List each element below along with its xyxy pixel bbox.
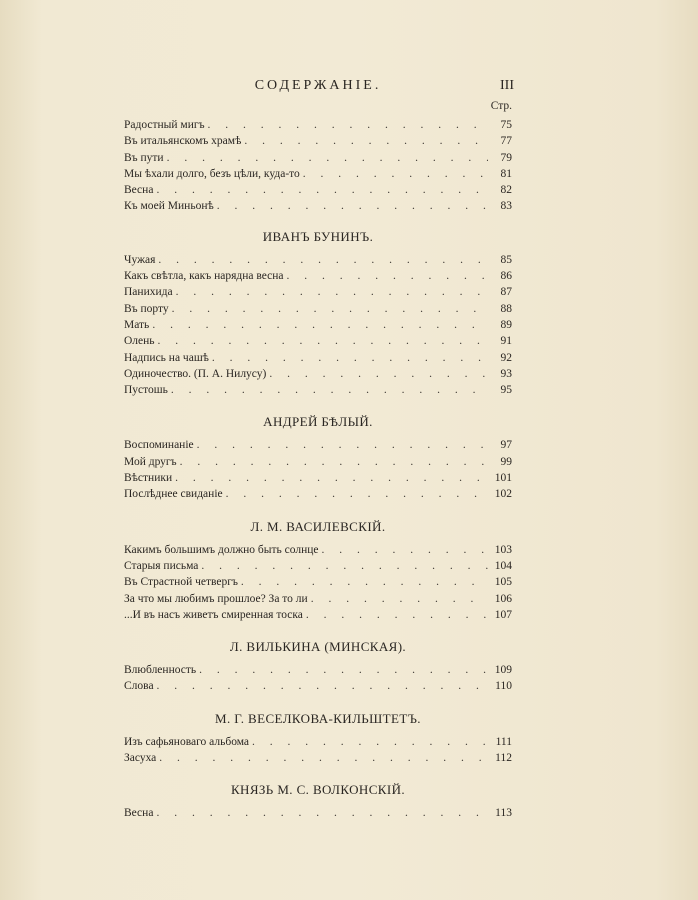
leader-dots — [201, 558, 488, 574]
entry-title: Старыя письма — [124, 559, 199, 572]
author-heading: Л. ВИЛЬКИНА (МИНСКАЯ). — [229, 639, 407, 655]
entry-page: 85 — [500, 253, 512, 266]
author-heading: АНДРЕЙ БѢЛЫЙ. — [263, 414, 373, 430]
table-of-contents — [124, 117, 512, 822]
entry-page: 79 — [500, 151, 512, 164]
toc-entry[interactable] — [124, 350, 512, 366]
entry-title: Какимъ большимъ должно быть солнце — [124, 543, 319, 556]
toc-entry[interactable] — [124, 437, 512, 453]
entry-title: Олень — [124, 335, 155, 348]
leader-dots — [244, 133, 488, 149]
entry-title: Мы ѣхали долго, безъ цѣли, куда-то — [124, 167, 300, 180]
leader-dots — [303, 166, 488, 182]
entry-page: 83 — [500, 200, 512, 213]
leader-dots — [212, 350, 488, 366]
leader-dots — [286, 268, 488, 284]
toc-section — [124, 780, 512, 821]
entry-page: 112 — [495, 752, 512, 765]
entry-page: 82 — [500, 184, 512, 197]
entry-page: 106 — [494, 592, 512, 605]
toc-entry[interactable] — [124, 117, 512, 133]
leader-dots — [156, 805, 488, 821]
entry-title: Весна — [124, 184, 154, 197]
toc-entry[interactable] — [124, 805, 512, 821]
entry-page: 103 — [494, 543, 512, 556]
entry-title: Чужая — [124, 253, 156, 266]
toc-entry[interactable] — [124, 166, 512, 182]
leader-dots — [252, 734, 488, 750]
leader-dots — [176, 284, 488, 300]
entry-title: Какъ свѣтла, какъ нарядна весна — [124, 270, 284, 283]
leader-dots — [311, 591, 488, 607]
entry-page: 110 — [495, 680, 512, 693]
toc-entry[interactable] — [124, 268, 512, 284]
page-column-label: Стр. — [490, 100, 512, 112]
toc-entry[interactable] — [124, 284, 512, 300]
entry-title: Къ моей Миньонѣ — [124, 200, 214, 213]
entry-page: 99 — [500, 455, 512, 468]
toc-entry[interactable] — [124, 150, 512, 166]
entry-title: Изъ сафьяноваго альбома — [124, 735, 250, 748]
entry-title: Панихида — [124, 286, 173, 299]
entry-page: 107 — [494, 608, 512, 621]
entry-page: 86 — [500, 270, 512, 283]
author-heading: ИВАНЪ БУНИНЪ. — [262, 228, 374, 244]
entry-page: 105 — [494, 576, 512, 589]
entry-title: Одиночество. (П. А. Нилусу) — [124, 367, 267, 380]
leader-dots — [159, 750, 488, 766]
leader-dots — [158, 333, 488, 349]
entry-title: Пустошь — [124, 384, 168, 397]
toc-entry[interactable] — [124, 591, 512, 607]
toc-entry[interactable] — [124, 198, 512, 214]
leader-dots — [241, 574, 488, 590]
toc-entry[interactable] — [124, 133, 512, 149]
leader-dots — [226, 486, 488, 502]
entry-title: Засуха — [124, 752, 157, 765]
entry-title: Вѣстники — [124, 472, 173, 485]
entry-title: За что мы любимъ прошлое? За то ли — [124, 592, 308, 605]
leader-dots — [152, 317, 488, 333]
leader-dots — [322, 542, 489, 558]
toc-entry[interactable] — [124, 454, 512, 470]
entry-page: 113 — [495, 807, 512, 820]
toc-section — [124, 709, 512, 767]
entry-title: Въ итальянскомъ храмѣ — [124, 135, 242, 148]
entry-title: Весна — [124, 807, 154, 820]
entry-page: 89 — [500, 318, 512, 331]
toc-section — [124, 637, 512, 695]
leader-dots — [157, 678, 488, 694]
author-heading: Л. М. ВАСИЛЕВСКІЙ. — [250, 518, 386, 534]
toc-entry[interactable] — [124, 486, 512, 502]
entry-page: 92 — [500, 351, 512, 364]
toc-entry[interactable] — [124, 470, 512, 486]
entry-title: ...И въ насъ живетъ смиренная тоска — [124, 608, 303, 621]
leader-dots — [199, 662, 488, 678]
toc-entry[interactable] — [124, 558, 512, 574]
toc-section — [124, 117, 512, 215]
entry-page: 91 — [500, 335, 512, 348]
entry-page: 101 — [494, 472, 512, 485]
entry-title: Въ порту — [124, 302, 169, 315]
entry-title: Въ пути — [124, 151, 164, 164]
leader-dots — [208, 117, 488, 133]
toc-entry[interactable] — [124, 366, 512, 382]
toc-entry[interactable] — [124, 333, 512, 349]
toc-entry[interactable] — [124, 317, 512, 333]
toc-entry[interactable] — [124, 607, 512, 623]
leader-dots — [180, 454, 488, 470]
leader-dots — [306, 607, 488, 623]
entry-page: 81 — [500, 167, 512, 180]
leader-dots — [269, 366, 488, 382]
toc-entry[interactable] — [124, 662, 512, 678]
entry-page: 111 — [495, 735, 512, 748]
author-heading: М. Г. ВЕСЕЛКОВА-КИЛЬШТЕТЪ. — [215, 710, 421, 726]
entry-page: 87 — [500, 286, 512, 299]
toc-entry[interactable] — [124, 542, 512, 558]
entry-title: Послѣднее свиданіе — [124, 488, 223, 501]
leader-dots — [158, 252, 488, 268]
entry-page: 95 — [500, 384, 512, 397]
leader-dots — [167, 150, 488, 166]
toc-section — [124, 227, 512, 399]
entry-page: 88 — [500, 302, 512, 315]
toc-entry[interactable] — [124, 182, 512, 198]
entry-title: Мой другъ — [124, 455, 177, 468]
toc-entry[interactable] — [124, 574, 512, 590]
toc-entry[interactable] — [124, 750, 512, 766]
toc-section — [124, 517, 512, 623]
entry-page: 102 — [494, 488, 512, 501]
leader-dots — [175, 470, 488, 486]
entry-title: Влюбленность — [124, 664, 197, 677]
toc-entry[interactable] — [124, 678, 512, 694]
toc-entry[interactable] — [124, 301, 512, 317]
leader-dots — [197, 437, 488, 453]
entry-title: Мать — [124, 318, 150, 331]
entry-title: Въ Страстной четвергъ — [124, 576, 238, 589]
entry-title: Воспоминаніе — [124, 439, 194, 452]
entry-page: 109 — [494, 664, 512, 677]
leader-dots — [217, 198, 488, 214]
entry-title: Надпись на чашѣ — [124, 351, 209, 364]
toc-entry[interactable] — [124, 734, 512, 750]
entry-title: Радостный мигъ — [124, 119, 205, 131]
entry-page: 97 — [500, 439, 512, 452]
entry-title: Слова — [124, 680, 154, 693]
entry-page: 75 — [500, 119, 512, 131]
toc-section — [124, 412, 512, 502]
entry-page: 93 — [500, 367, 512, 380]
entry-page: 77 — [500, 135, 512, 148]
page-header — [124, 78, 512, 98]
author-heading: КНЯЗЬ М. С. ВОЛКОНСКІЙ. — [230, 782, 406, 798]
page-number: III — [500, 78, 514, 93]
leader-dots — [156, 182, 488, 198]
page-title: СОДЕРЖАНІЕ. — [254, 78, 382, 93]
leader-dots — [171, 382, 488, 398]
entry-page: 104 — [494, 559, 512, 572]
toc-entry[interactable] — [124, 382, 512, 398]
leader-dots — [172, 301, 488, 317]
toc-entry[interactable] — [124, 252, 512, 268]
